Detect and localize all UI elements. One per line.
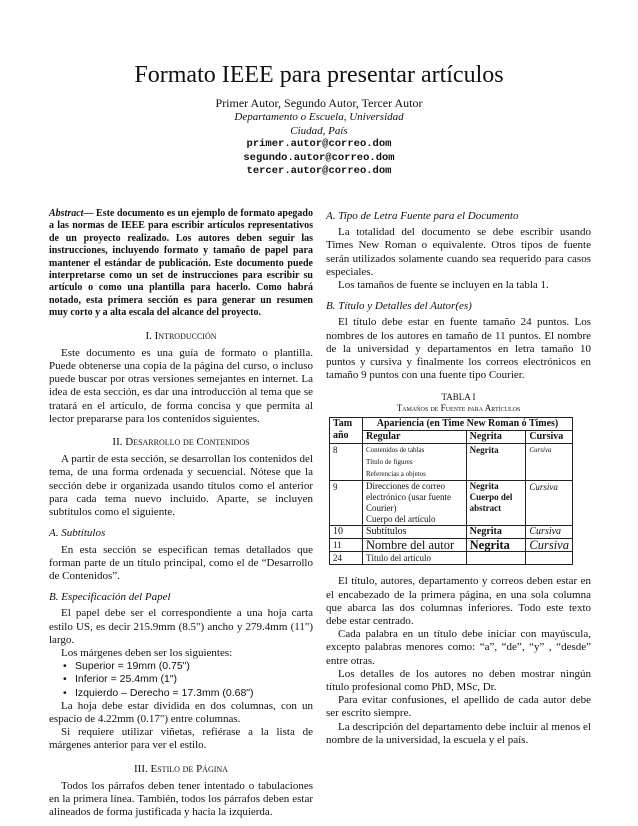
table-label: TABLA I: [441, 392, 476, 403]
abstract-dash: —: [83, 208, 94, 219]
author-email-3: tercer.autor@correo.dom: [246, 165, 392, 177]
table-title: Tamaños de Fuente para Artículos: [396, 403, 521, 414]
table-row: 11 Nombre del autor Negrita Cursiva: [330, 539, 573, 552]
subsection-heading-subtitulos: A. Subtítulos: [49, 527, 106, 540]
table-header-appearance: Apariencia (en Time New Roman ó Times): [363, 418, 573, 431]
affiliation-location: Ciudad, País: [290, 124, 348, 137]
subsection-heading-titulo-autores: B. Título y Detalles del Autor(es): [326, 300, 472, 313]
intro-paragraph: Este documento es una guía de formato o plantilla. Puede obtenerse una copia de la página del curso, o incluso puede buscar por otras versiones semejantes en internet. La idea de esta sección, es dar una introducción al tema que se tratará en el artículo, de forma concisa y que permita al lector prepararse para los contenidos siguientes.: [49, 346, 313, 425]
table-subheader-italic: Cursiva: [526, 431, 573, 444]
abstract-label: Abstract: [49, 208, 84, 219]
table-caption: [326, 392, 591, 414]
author-list: Primer Autor, Segundo Autor, Tercer Autor: [215, 96, 423, 110]
abstract-text: Este documento es un ejemplo de formato apegado a las normas de IEEE para escribir artículos representativos de un proyecto realizado. Los autores deben seguir las instrucciones, incluyendo formato y tamaño de papel para mantener el estándar de publicación. Este documento puede interpretarse como un set de instrucciones para escribir su artículo o como una plantilla para hacerlo. Como habrá notado, esta primera sección es para generar un resumen muy corto y a alta escala del alcance del proyecto.: [49, 208, 313, 319]
papel-paragraph-2: Los márgenes deben ser los siguientes:: [61, 646, 233, 659]
header-paragraph-2: Cada palabra en un título debe iniciar con mayúscula, excepto palabras menores como: “a”, “de”, “y” , “desde” entre otras.: [326, 628, 591, 667]
section-heading-estilo: III. Estilo de Página: [134, 762, 228, 775]
subsection-heading-tipo-letra: A. Tipo de Letra Fuente para el Documento: [326, 210, 519, 222]
table-row: 24 Título del artículo: [330, 552, 573, 565]
table-row: 9 Direcciones de correo electrónico (usar fuente Courier) Cuerpo del artículo Negrita Cuerpo del abstract Cursiva: [330, 481, 573, 526]
header-paragraph-5: La descripción del departamento debe incluir al menos el nombre de la universidad, la escuela y el país.: [326, 720, 591, 746]
papel-paragraph-3: La hoja debe estar dividida en dos columnas, con un espacio de 4.22mm (0.17") entre columnas.: [49, 699, 313, 725]
abstract: [49, 208, 313, 320]
list-item: • Inferior = 25.4mm (1"): [63, 673, 313, 686]
after-table-text: [326, 575, 591, 747]
paper-title: Formato IEEE para presentar artículos: [134, 62, 504, 88]
header-paragraph-1: El título, autores, departamento y correos deben estar en el encabezado de la primera página, en una sola columna que abarca las dos columnas inferiores. Todo este texto debe estar centrado.: [326, 575, 591, 628]
header-paragraph-4: Para evitar confusiones, el apellido de cada autor debe ser escrito siempre.: [326, 694, 591, 720]
margins-list: [49, 660, 313, 700]
list-item: • Izquierdo – Derecho = 17.3mm (0.68"): [63, 687, 313, 700]
section-title-introduccion: Introducción: [154, 329, 217, 342]
papel-paragraph-4: Si requiere utilizar viñetas, refiérase a la lista de márgenes anterior para ver el estilo.: [49, 726, 313, 752]
table-subheader-regular: Regular: [363, 431, 467, 444]
font-size-table: [329, 417, 573, 565]
table-row: 8 Contenidos de tablas Título de figures Referencias a objetos Negrita Cursiva: [330, 444, 573, 481]
left-column: [49, 208, 313, 819]
section-title-estilo: Estilo de Página: [150, 762, 228, 775]
papel-paragraph-1: El papel debe ser el correspondiente a una hoja carta estilo US, es decir 215.9mm (8.5") ancho y 279.4mm (11") largo.: [49, 607, 313, 646]
subtitulos-paragraph: En esta sección se especifican temas detallados que forman parte de un título principal, como el de “Desarrollo de Contenidos”.: [49, 543, 313, 582]
affiliation-department: Departamento o Escuela, Universidad: [234, 111, 404, 123]
section-heading-introduccion: I. Introducción: [145, 329, 217, 342]
subsection-heading-papel: B. Especificación del Papel: [49, 591, 171, 604]
section-title-desarrollo: Desarrollo de Contenidos: [125, 436, 250, 449]
table-header-size: Tam año: [330, 418, 363, 444]
right-column: [326, 208, 591, 747]
desarrollo-paragraph: A partir de esta sección, se desarrollan los contenidos del tema, de una forma ordenada y secuencial. Nótese que la sección debe ir organizada usando títulos como el anterior para cada tema nuevo incluido. Aparte, se incluyen subtítulos como el siguiente.: [49, 453, 313, 519]
affiliation-block: [0, 111, 638, 179]
titulo-autores-paragraph: El título debe estar en fuente tamaño 24 puntos. Los nombres de los autores en tamaño de 11 puntos. El nombre de la universidad y departamentos en letra tamaño 10 puntos y cursiva y finalmente los correos electrónicos en tamaño 9 puntos con una fuente tipo Courier.: [326, 316, 591, 382]
author-email-1: primer.autor@correo.dom: [246, 138, 392, 150]
estilo-paragraph: Todos los párrafos deben tener intentado o tabulaciones en la primera línea. También, todos los párrafos deben estar alineados de forma justificada y hacia la izquierda.: [49, 779, 313, 819]
table-row: 10 Subtítulos Negrita Cursiva: [330, 526, 573, 539]
list-item: • Superior = 19mm (0.75"): [63, 660, 313, 673]
table-subheader-bold: Negrita: [466, 431, 526, 444]
tipo-letra-paragraph-2: Los tamaños de fuente se incluyen en la tabla 1.: [338, 279, 549, 292]
author-email-2: segundo.autor@correo.dom: [243, 151, 395, 164]
header-paragraph-3: Los detalles de los autores no deben mostrar ningún título profesional como PhD, MSc, Dr.: [326, 667, 591, 694]
tipo-letra-paragraph-1: La totalidad del documento se debe escribir usando Times New Roman o equivalente. Otros tipos de fuente serán utilizados solamente cuando sea requerido para casos especiales.: [326, 226, 591, 278]
section-heading-desarrollo: II. Desarrollo de Contenidos: [112, 436, 250, 449]
